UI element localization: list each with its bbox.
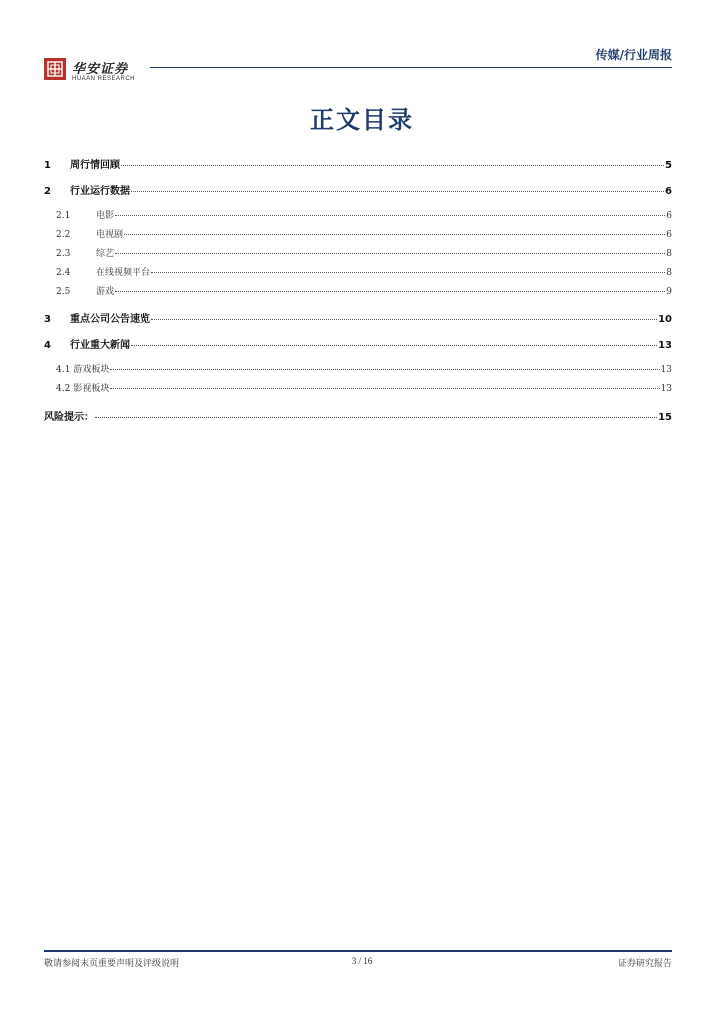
toc-entry-title: 影视板块 — [73, 384, 110, 394]
toc-entry-number: 4 — [44, 340, 51, 351]
toc-leader-dots — [121, 165, 664, 166]
toc-entry-title: 行业重大新闻 — [70, 340, 130, 351]
toc-entry[interactable] — [44, 246, 672, 259]
toc-entry-title: 风险提示： — [44, 412, 94, 423]
logo-text-en: HUAAN RESEARCH — [72, 76, 136, 82]
toc-entry-page: 6 — [665, 186, 672, 197]
toc-entry-title: 行业运行数据 — [70, 186, 130, 197]
toc-entry[interactable] — [44, 362, 672, 375]
toc-entry-title: 电视剧 — [96, 230, 124, 240]
toc-entry-title: 重点公司公告速览 — [70, 314, 150, 325]
toc-entry-number: 2.1 — [56, 211, 71, 221]
toc-entry-title: 游戏 — [96, 287, 115, 297]
toc-entry-page: 6 — [666, 211, 672, 221]
toc-entry[interactable] — [44, 227, 672, 240]
page-header — [0, 0, 724, 90]
toc-leader-dots — [110, 388, 659, 389]
toc-entry-page: 13 — [660, 384, 672, 394]
toc-entry-title: 游戏板块 — [73, 365, 110, 375]
toc-entry[interactable] — [44, 310, 672, 325]
toc-entry-page: 8 — [666, 249, 672, 259]
report-category: 传媒/行业周报 — [595, 48, 672, 62]
toc-entry[interactable] — [44, 381, 672, 394]
toc-entry-number: 2.5 — [56, 287, 71, 297]
toc-entry-number: 3 — [44, 314, 51, 325]
toc-entry-number: 2.2 — [56, 230, 71, 240]
company-logo-icon — [44, 58, 66, 80]
toc-entry[interactable] — [44, 182, 672, 197]
footer-disclaimer: 敬请参阅末页重要声明及评级说明 — [44, 959, 180, 969]
toc-entry-page: 15 — [658, 412, 672, 423]
toc-leader-dots — [95, 417, 657, 418]
toc-entry-title: 周行情回顾 — [70, 160, 120, 171]
toc-leader-dots — [151, 319, 657, 320]
toc-entry-number: 1 — [44, 160, 51, 171]
toc-leader-dots — [115, 291, 665, 292]
toc-entry[interactable] — [44, 336, 672, 351]
toc-entry-number: 2 — [44, 186, 51, 197]
toc-entry-number: 4.2 — [56, 384, 71, 394]
toc-leader-dots — [110, 369, 659, 370]
toc-leader-dots — [131, 191, 664, 192]
toc-entry-page: 13 — [660, 365, 672, 375]
page-title: 正文目录 — [310, 106, 414, 134]
toc-entry-page: 6 — [666, 230, 672, 240]
toc-entry-number: 2.4 — [56, 268, 71, 278]
toc-entry-number: 2.3 — [56, 249, 71, 259]
footer-divider — [44, 950, 672, 952]
page-number: 3 / 16 — [351, 956, 373, 966]
toc-leader-dots — [115, 215, 665, 216]
toc-leader-dots — [124, 234, 665, 235]
logo-text-cn: 华安证券 — [72, 62, 129, 77]
toc-entry-page: 13 — [658, 340, 672, 351]
toc-entry-page: 8 — [666, 268, 672, 278]
toc-entry[interactable] — [44, 208, 672, 221]
header-divider — [150, 67, 672, 68]
toc-entry-title: 在线视频平台 — [96, 268, 151, 278]
toc-entry[interactable] — [44, 408, 672, 423]
toc-leader-dots — [151, 272, 665, 273]
toc-entry-title: 电影 — [96, 211, 115, 221]
footer-report-type: 证券研究报告 — [617, 959, 672, 969]
toc-entry-title: 综艺 — [96, 249, 115, 259]
toc-leader-dots — [115, 253, 665, 254]
toc-entry-page: 10 — [658, 314, 672, 325]
toc-leader-dots — [131, 345, 657, 346]
toc-entry-page: 9 — [666, 287, 672, 297]
toc-entry-number: 4.1 — [56, 365, 71, 375]
toc-entry[interactable] — [44, 156, 672, 171]
toc-entry-page: 5 — [665, 160, 672, 171]
toc-entry[interactable] — [44, 284, 672, 297]
toc-entry[interactable] — [44, 265, 672, 278]
